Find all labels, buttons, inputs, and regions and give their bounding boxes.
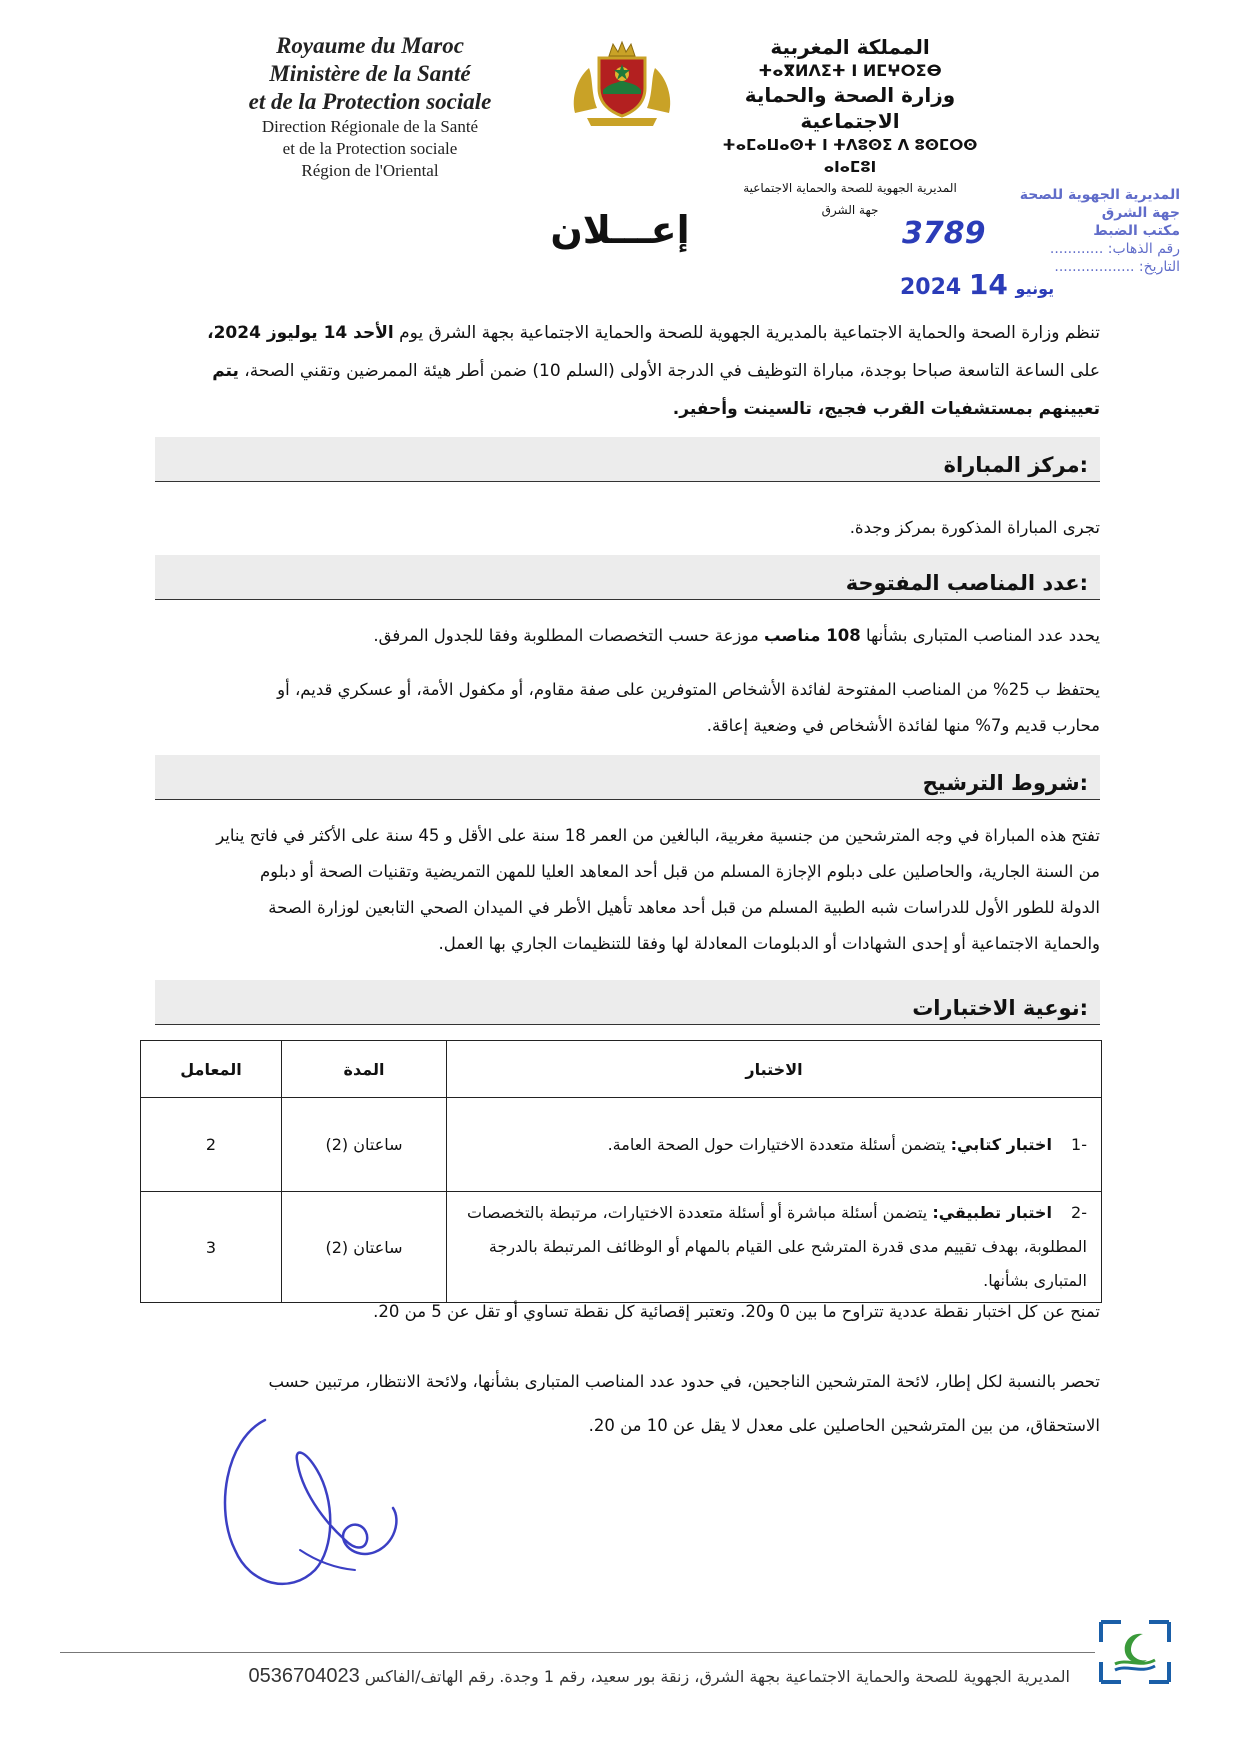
ministry-name-fr-2: et de la Protection sociale xyxy=(248,89,492,114)
ministry-name-tifinagh: ⵜⴰⵎⴰⵡⴰⵙⵜ ⵏ ⵜⴷⵓⵙⵉ ⴷ ⵓⵙⵎⵔⵙ ⴰⵏⴰⵎⵓⵏ xyxy=(722,136,978,176)
direction-name-fr: Direction Régionale de la Santé xyxy=(261,117,479,136)
registry-number: 3789 xyxy=(902,216,986,251)
tests-table-header xyxy=(141,1041,1102,1098)
kingdom-name-tifinagh: ⵜⴰⴳⵍⴷⵉⵜ ⵏ ⵍⵎⵖⵔⵉⴱ xyxy=(758,61,942,80)
registry-date-month: يونيو xyxy=(1015,279,1055,298)
col-duration: المدة xyxy=(282,1041,447,1098)
intro-date-bold: الأحد 14 يوليوز 2024، xyxy=(207,323,394,343)
section-title-posts: عدد المناصب المفتوحة: xyxy=(845,571,1088,595)
center-text: تجرى المباراة المذكورة بمركز وجدة. xyxy=(849,518,1100,537)
section-title-center: مركز المباراة: xyxy=(943,453,1088,477)
col-test: الاختبار xyxy=(447,1041,1102,1098)
test-description: يتضمن أسئلة متعددة الاختيارات حول الصحة العامة. xyxy=(607,1134,951,1154)
registry-stamp-line2: جهة الشرق xyxy=(1101,205,1180,221)
section-title-tests: نوعية الاختبارات: xyxy=(912,996,1088,1020)
registry-stamp-line1: المديرية الجهوية للصحة xyxy=(1019,187,1180,203)
intro-paragraph xyxy=(150,314,1100,428)
conditions-line-2: من السنة الجارية، والحاصلين على دبلوم الإجازة المسلم من قبل أحد المعاهد العليا للمهن التمريضية وتقنيات الصحة أو دبلوم xyxy=(259,862,1100,881)
footer-divider xyxy=(60,1652,1095,1653)
registry-date xyxy=(900,268,1054,301)
table-row xyxy=(141,1098,1102,1192)
grading-note: تمنح عن كل اختبار نقطة عددية تتراوح ما بين 0 و20. وتعتبر إقصائية كل نقطة تساوي أو تقل عن 5 من 20. xyxy=(373,1302,1100,1321)
registry-number-label: رقم الذهاب: ............ xyxy=(1049,241,1180,257)
section-title-conditions: شروط الترشيح: xyxy=(922,771,1088,795)
posts-count-bold: 108 مناصب xyxy=(763,626,861,645)
intro-line-3-bold: تعيينهم بمستشفيات القرب فجيج، تالسينت وأحفير. xyxy=(672,399,1100,419)
page-title: إعـــلان xyxy=(550,208,690,252)
ministry-name-fr: Ministère de la Santé xyxy=(269,61,471,86)
registry-date-year: 2024 xyxy=(900,275,962,300)
section-header-posts xyxy=(155,555,1100,600)
section-header-tests xyxy=(155,980,1100,1025)
conditions-paragraph xyxy=(150,818,1100,962)
direction-name-ar: المديرية الجهوية للصحة والحماية الاجتماعية xyxy=(743,181,957,195)
test-number: -2 xyxy=(1071,1203,1087,1222)
footer-phone: 0536704023 xyxy=(248,1665,360,1687)
closing-line-2: الاستحقاق، من بين المترشحين الحاصلين على معدل لا يقل عن 10 من 20. xyxy=(588,1416,1100,1435)
footer-text xyxy=(140,1665,1070,1688)
table-row xyxy=(141,1192,1102,1303)
intro-line-2 xyxy=(150,352,1100,390)
posts-paragraph-2 xyxy=(150,672,1100,744)
posts-p2-line-1: يحتفظ ب 25% من المناصب المفتوحة لفائدة الأشخاص المتوفرين على صفة مقاوم، أو مكفول الأمة، أو عسكري قديم، أو xyxy=(277,680,1100,699)
test-number: -1 xyxy=(1071,1134,1087,1154)
intro-line-1 xyxy=(150,314,1100,352)
footer-address: المديرية الجهوية للصحة والحماية الاجتماعية بجهة الشرق، زنقة بور سعيد، رقم 1 وجدة. رقم الهاتف/الفاكس xyxy=(364,1667,1070,1686)
kingdom-name-ar: المملكة المغربية xyxy=(770,35,930,59)
section-header-center xyxy=(155,437,1100,482)
registry-stamp-line3: مكتب الضبط xyxy=(1093,223,1180,239)
kingdom-name-fr: Royaume du Maroc xyxy=(276,33,464,58)
coefficient-cell: 2 xyxy=(141,1098,282,1192)
col-coefficient: المعامل xyxy=(141,1041,282,1098)
coefficient-cell: 3 xyxy=(141,1192,282,1303)
test-cell xyxy=(447,1098,1102,1192)
signature-image xyxy=(205,1400,445,1610)
registry-date-day: 14 xyxy=(968,268,1008,301)
posts-paragraph-1 xyxy=(150,618,1100,654)
test-description: يتضمن أسئلة مباشرة أو أسئلة متعددة الاختيارات، مرتبطة بالتخصصات المطلوبة، بهدف تقييم مدى قدرة المترشح على القيام بالمهام أو الوظائف المرتبطة بالدرجة المتبارى بشأنها. xyxy=(466,1203,1087,1290)
region-name-ar: جهة الشرق xyxy=(821,203,879,217)
tests-table xyxy=(140,1040,1102,1303)
intro-line-3 xyxy=(150,390,1100,428)
intro-line-1-text: تنظم وزارة الصحة والحماية الاجتماعية بالمديرية الجهوية للصحة والحماية الاجتماعية بجهة الشرق يوم xyxy=(393,323,1100,343)
posts-p1-text-b: موزعة حسب التخصصات المطلوبة وفقا للجدول المرفق. xyxy=(373,626,764,645)
conditions-line-1: تفتح هذه المباراة في وجه المترشحين من جنسية مغربية، البالغين من العمر 18 سنة على الأقل و 45 سنة على الأكثر في فاتح يناير xyxy=(216,826,1100,845)
conditions-line-4: والحماية الاجتماعية أو إحدى الشهادات أو الدبلومات المعادلة لها وفقا للتنظيمات الجاري بها العمل. xyxy=(438,934,1100,953)
closing-line-1: تحصر بالنسبة لكل إطار، لائحة المترشحين الناجحين، في حدود عدد المناصب المتبارى بشأنها، ولائحة الانتظار، مرتبين حسب xyxy=(268,1372,1100,1391)
posts-p1-text-a: يحدد عدد المناصب المتبارى بشأنها xyxy=(860,626,1100,645)
test-label: اختبار تطبيقي: xyxy=(932,1203,1052,1222)
duration-cell: ساعتان (2) xyxy=(282,1098,447,1192)
coat-of-arms-emblem xyxy=(567,38,677,128)
posts-p2-line-2: محارب قديم و7% منها لفائدة الأشخاص في وضعية إعاقة. xyxy=(706,716,1100,735)
region-name-fr: Région de l'Oriental xyxy=(301,161,439,180)
ministry-logo xyxy=(1095,1612,1175,1692)
intro-line-2-text: على الساعة التاسعة صباحا بوجدة، مباراة التوظيف في الدرجة الأولى (السلم 10) ضمن أطر هيئة الممرضين وتقني الصحة، xyxy=(238,361,1100,381)
intro-line-2-bold: يتم xyxy=(212,361,239,381)
header-french-block xyxy=(220,32,520,182)
duration-cell: ساعتان (2) xyxy=(282,1192,447,1303)
section-header-conditions xyxy=(155,755,1100,800)
ministry-name-ar: وزارة الصحة والحماية الاجتماعية xyxy=(744,83,956,133)
registry-date-label: التاريخ: .................. xyxy=(1054,259,1180,275)
conditions-line-3: الدولة للطور الأول للدراسات شبه الطبية المسلم من قبل أحد معاهد تأهيل الأطر في الميدان الصحي التابعين لوزارة الصحة xyxy=(268,898,1100,917)
test-cell xyxy=(447,1192,1102,1303)
test-label: اختبار كتابي: xyxy=(950,1134,1052,1154)
direction-name-fr-2: et de la Protection sociale xyxy=(282,139,458,158)
